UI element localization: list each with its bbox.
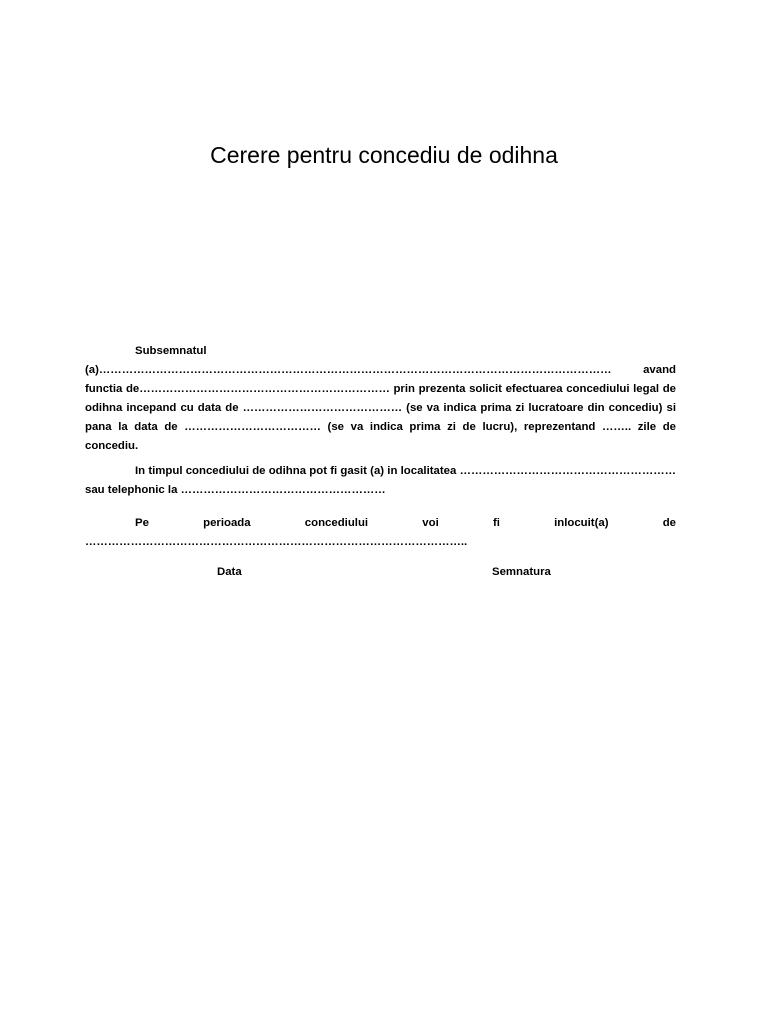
document-title: Cerere pentru concediu de odihna — [210, 142, 558, 168]
document-body — [85, 342, 676, 558]
paragraph-applicant-details: Subsemnatul (a)……………………………………………………………………………………………………………………… avand functia de………………………………………………………… prin prezenta solicit efectuarea concediului legal de odihna incepand cu data de …………………………………… (se va indica prima zi lucratoare din concediu) si pana la data de ……………………………… (se va indica prima zi de lucru), reprezentand …….. zile de concediu. — [85, 345, 676, 452]
paragraph-replacement: Pe perioada concediului voi fi inlocuit(a) de ……………………………………………………………………………………….. — [85, 517, 676, 548]
paragraph-contact-during-leave: In timpul concediului de odihna pot fi gasit (a) in localitatea …………………………………………………sau telephonic la ……………………………………………… — [85, 465, 676, 496]
date-label: Data — [217, 566, 242, 578]
signature-label: Semnatura — [492, 566, 551, 578]
